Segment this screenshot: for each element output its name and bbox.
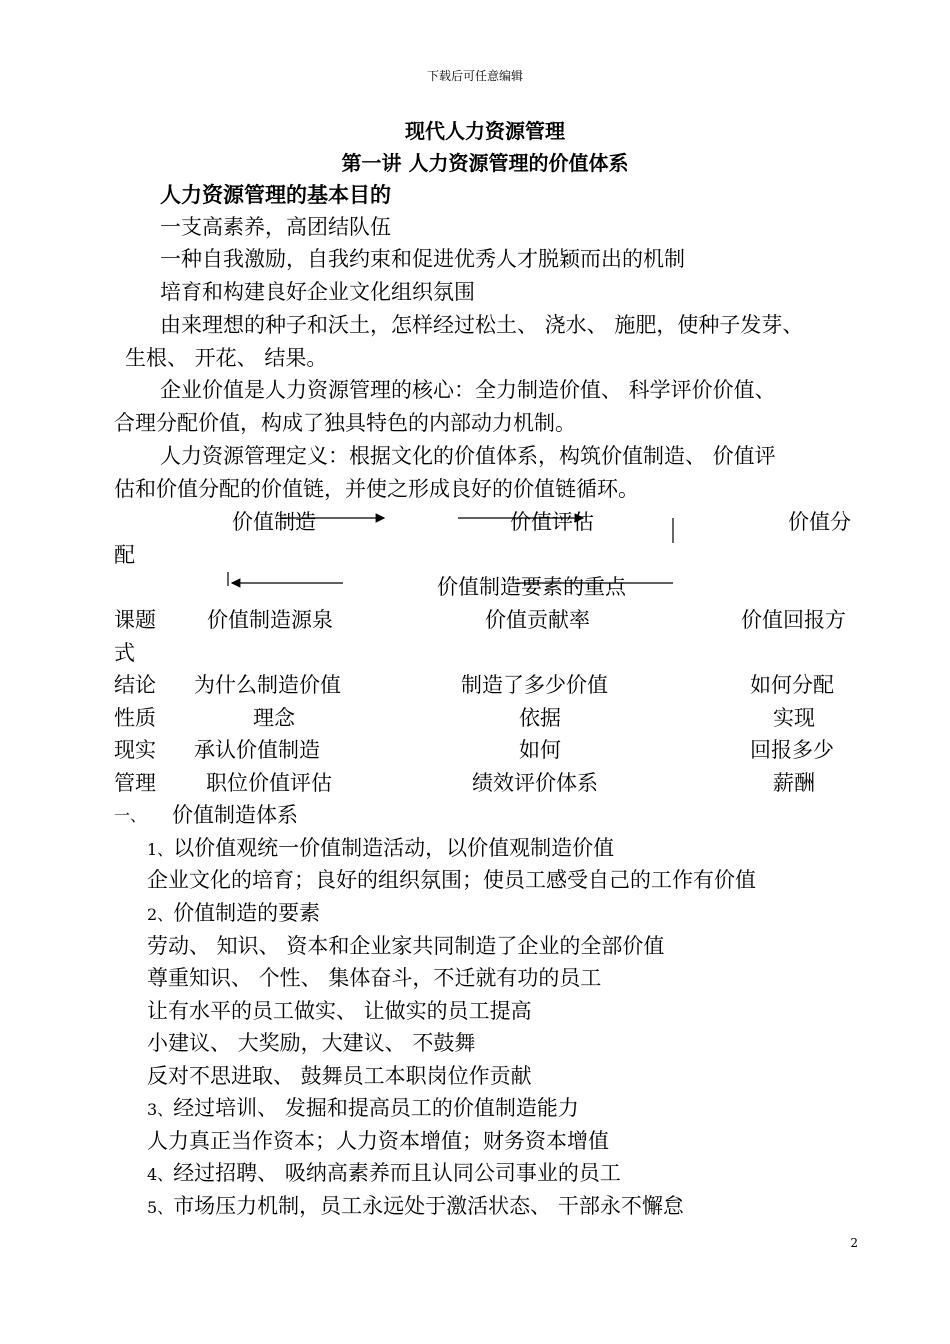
row-label: 管理 <box>114 771 156 795</box>
row-label: 结论 <box>114 673 156 697</box>
lecture-title: 第一讲 人力资源管理的价值体系 <box>341 151 629 175</box>
row-cell: 依据 <box>519 706 561 730</box>
goal-item: 培育和构建良好企业文化组织氛围 <box>160 280 475 304</box>
row-cell: 价值回报方 <box>741 608 846 632</box>
flow-create: 价值制造 <box>232 510 316 534</box>
row-cell: 价值贡献率 <box>485 608 590 632</box>
goal-item: 一种自我激励，自我约束和促进优秀人才脱颖而出的机制 <box>160 247 685 271</box>
list-item: 人力真正当作资本；人力资本增值；财务资本增值 <box>147 1129 609 1153</box>
item-number: 5、 <box>147 1198 174 1217</box>
list-item: 尊重知识、 个性、 集体奋斗，不迁就有功的员工 <box>147 966 602 990</box>
row-cell: 如何 <box>519 738 561 762</box>
paragraph-line: 企业价值是人力资源管理的核心：全力制造价值、 科学评价价值、 <box>160 378 776 402</box>
flow-distribute: 价值分 <box>788 510 851 534</box>
flow-evaluate: 价值评估 <box>510 510 594 534</box>
item-text: 以价值观统一价值制造活动，以价值观制造价值 <box>173 836 615 860</box>
list-item <box>147 897 320 927</box>
list-item: 小建议、 大奖励，大建议、 不鼓舞 <box>147 1031 476 1055</box>
row-cell: 如何分配 <box>750 673 834 697</box>
row-cell: 为什么制造价值 <box>194 673 341 697</box>
row-cell: 薪酬 <box>773 771 815 795</box>
list-item <box>147 832 614 862</box>
list-item <box>147 1157 621 1187</box>
page-number: 2 <box>850 1236 858 1250</box>
list-item: 企业文化的培育；良好的组织氛围；使员工感受自己的工作有价值 <box>147 868 756 892</box>
item-text: 经过培训、 发掘和提高员工的价值制造能力 <box>173 1096 579 1120</box>
paragraph-line: 由来理想的种子和沃土，怎样经过松土、 浇水、 施肥，使种子发芽、 <box>160 313 804 337</box>
list-item: 劳动、 知识、 资本和企业家共同制造了企业的全部价值 <box>147 934 665 958</box>
row-cell: 承认价值制造 <box>194 738 320 762</box>
list-item <box>147 1190 684 1220</box>
list-item: 让有水平的员工做实、 让做实的员工提高 <box>147 999 532 1023</box>
row-cell: 理念 <box>253 706 295 730</box>
item-number: 4、 <box>147 1165 174 1184</box>
row-cell: 职位价值评估 <box>206 771 332 795</box>
header-note: 下载后可任意编辑 <box>426 69 523 83</box>
item-text: 市场压力机制，员工永远处于激活状态、 干部永不懈怠 <box>173 1194 684 1218</box>
row-cell: 实现 <box>773 706 815 730</box>
row-label: 课题 <box>114 608 156 632</box>
item-number: 3、 <box>147 1100 174 1119</box>
row-cell: 回报多少 <box>750 738 834 762</box>
flow-distribute-wrap: 配 <box>114 543 135 567</box>
row-cell: 制造了多少价值 <box>461 673 608 697</box>
paragraph-line: 生根、 开花、 结果。 <box>125 346 328 370</box>
paragraph-line: 合理分配价值，构成了独具特色的内部动力机制。 <box>114 411 576 435</box>
item-number: 2、 <box>147 905 174 924</box>
paragraph-line: 人力资源管理定义：根据文化的价值体系，构筑价值制造、 价值评 <box>160 444 776 468</box>
row-label: 性质 <box>114 706 156 730</box>
document-title: 现代人力资源管理 <box>405 119 565 143</box>
item-text: 价值制造的要素 <box>173 901 321 925</box>
row-label: 现实 <box>114 738 156 762</box>
list-item <box>147 1092 579 1122</box>
item-text: 经过招聘、 吸纳高素养而且认同公司事业的员工 <box>173 1161 621 1185</box>
part-heading: 价值制造体系 <box>172 803 298 827</box>
item-number: 1、 <box>147 840 174 859</box>
row-cell: 价值制造源泉 <box>207 608 333 632</box>
flow-focus: 价值制造要素的重点 <box>437 575 626 599</box>
section-heading: 人力资源管理的基本目的 <box>160 183 391 207</box>
row-wrap: 式 <box>114 641 135 665</box>
goal-item: 一支高素养，高团结队伍 <box>160 215 391 239</box>
row-cell: 绩效评价体系 <box>472 771 598 795</box>
part-number: 一、 <box>114 806 147 825</box>
list-item: 反对不思进取、 鼓舞员工本职岗位作贡献 <box>147 1064 532 1088</box>
paragraph-line: 估和价值分配的价值链，并使之形成良好的价值链循环。 <box>114 477 639 501</box>
